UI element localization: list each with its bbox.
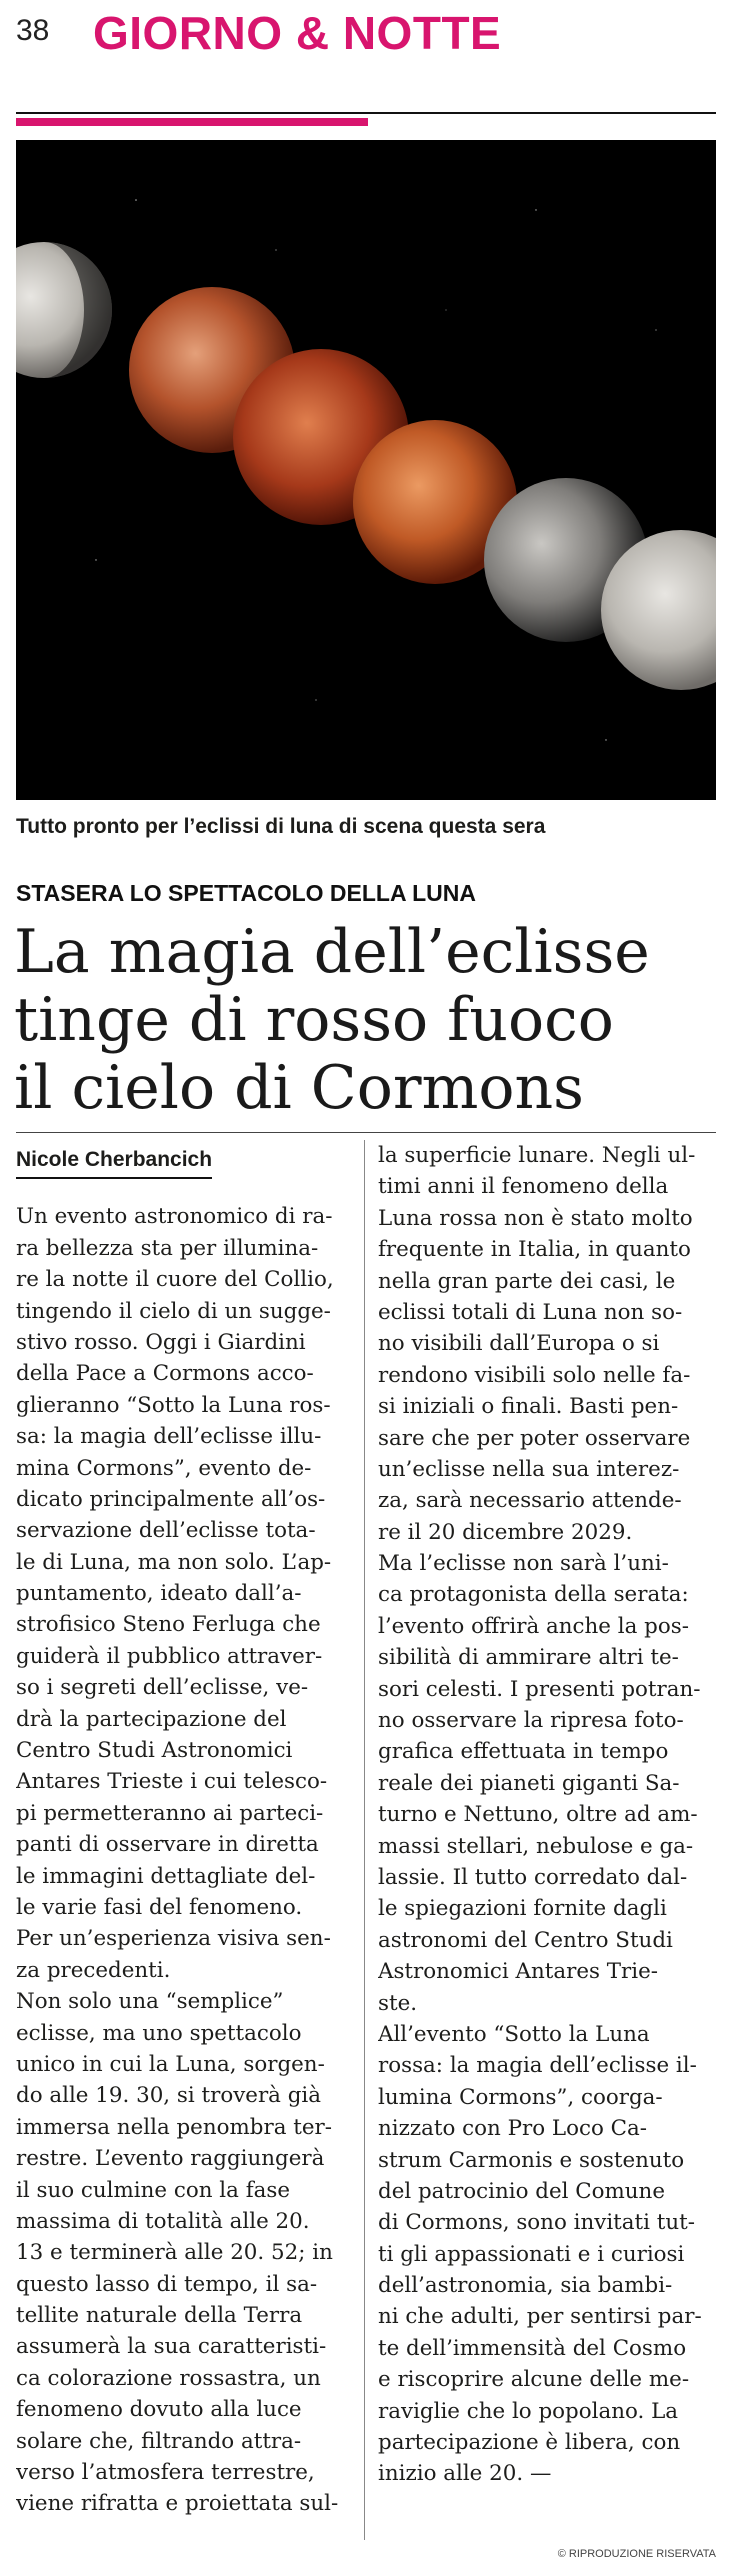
article-column-left: [16, 1140, 354, 2520]
text-line: di Cormons, sono invitati tut-: [378, 2210, 695, 2236]
text-line: puntamento, ideato dall’a-: [16, 1581, 302, 1607]
text-line: no visibili dall’Europa o si: [378, 1331, 660, 1357]
text-line: restre. L’evento raggiungerà: [16, 2146, 325, 2172]
text-line: massi stellari, nebulose e ga-: [378, 1833, 694, 1859]
text-line: ni che adulti, per sentirsi par-: [378, 2304, 702, 2330]
text-line: assumerà la sua caratteristi-: [16, 2334, 327, 2360]
text-line: drà la partecipazione del: [16, 1706, 287, 1732]
text-line: inizio alle 20. —: [378, 2461, 552, 2487]
text-line: del patrocinio del Comune: [378, 2178, 665, 2204]
section-title: GIORNO & NOTTE: [93, 7, 502, 59]
headline-line: La magia dell’eclisse: [14, 917, 650, 987]
text-line: viene rifratta e proiettata sul-: [16, 2491, 339, 2517]
text-line: tingendo il cielo di un sugge-: [16, 1298, 331, 1324]
text-line: te dell’immensità del Cosmo: [378, 2335, 687, 2361]
text-line: immersa nella penombra ter-: [16, 2114, 332, 2140]
text-line: si iniziali o finali. Basti pen-: [378, 1394, 679, 1420]
text-line: tellite naturale della Terra: [16, 2303, 303, 2329]
text-line: timi anni il fenomeno della: [378, 1174, 669, 1200]
article-byline: Nicole Cherbancich: [16, 1144, 212, 1179]
text-line: verso l’atmosfera terrestre,: [16, 2460, 315, 2486]
eclipse-sequence-image: [16, 140, 716, 800]
eclipse-photo: [16, 140, 716, 800]
text-line: strum Carmonis e sostenuto: [378, 2147, 685, 2173]
headline-line: il cielo di Cormons: [14, 1053, 584, 1123]
page-number: 38: [16, 14, 50, 47]
text-line: reale dei pianeti giganti Sa-: [378, 1770, 680, 1796]
text-line: guiderà il pubblico attraver-: [16, 1643, 323, 1669]
article-rule: [16, 1132, 716, 1133]
text-line: pi permetteranno ai parteci-: [16, 1800, 324, 1826]
text-line: solare che, filtrando attra-: [16, 2428, 302, 2454]
text-line: frequente in Italia, in quanto: [378, 1237, 691, 1263]
text-line: Non solo una “semplice”: [16, 1989, 284, 2015]
text-line: rendono visibili solo nelle fa-: [378, 1362, 691, 1388]
text-line: sa: la magia dell’eclisse illu-: [16, 1424, 322, 1450]
text-line: re il 20 dicembre 2029.: [378, 1519, 633, 1545]
text-line: lassie. Il tutto corredato dal-: [378, 1864, 688, 1890]
text-line: le spiegazioni fornite dagli: [378, 1896, 667, 1922]
text-line: sibilità di ammirare altri te-: [378, 1645, 679, 1671]
text-line: ca protagonista della serata:: [378, 1582, 689, 1608]
article-kicker: STASERA LO SPETTACOLO DELLA LUNA: [16, 880, 476, 906]
text-line: servazione dell’eclisse tota-: [16, 1518, 316, 1544]
text-line: All’evento “Sotto la Luna: [378, 2021, 650, 2047]
text-line: le varie fasi del fenomeno.: [16, 1895, 303, 1920]
article-headline: [14, 918, 724, 1122]
text-line: nizzato con Pro Loco Ca-: [378, 2116, 648, 2142]
text-line: e riscoprire alcune delle me-: [378, 2367, 690, 2393]
text-line: glieranno “Sotto la Luna ros-: [16, 1392, 331, 1418]
text-line: sori celesti. I presenti potran-: [378, 1676, 701, 1702]
page-header: [0, 0, 732, 125]
text-line: un’eclisse nella sua interez-: [378, 1456, 680, 1482]
copyright-credit: © RIPRODUZIONE RISERVATA: [557, 2548, 716, 2560]
text-line: della Pace a Cormons acco-: [16, 1361, 314, 1387]
text-line: strofisico Steno Ferluga che: [16, 1612, 321, 1638]
text-line: no osservare la ripresa foto-: [378, 1708, 684, 1734]
text-line: ti gli appassionati e i curiosi: [378, 2241, 685, 2267]
text-line: mina Cormons”, evento de-: [16, 1455, 312, 1481]
text-line: questo lasso di tempo, il sa-: [16, 2271, 318, 2297]
text-line: panti di osservare in diretta: [16, 1832, 319, 1858]
text-line: so i segreti dell’eclisse, ve-: [16, 1675, 309, 1701]
text-line: eclisse, ma uno spettacolo: [16, 2020, 302, 2046]
text-line: Astronomici Antares Trie-: [378, 1959, 658, 1985]
text-line: unico in cui la Luna, sorgen-: [16, 2051, 325, 2077]
text-line: massima di totalità alle 20.: [16, 2208, 310, 2234]
text-line: re la notte il cuore del Collio,: [16, 1267, 334, 1293]
text-line: sare che per poter osservare: [378, 1425, 691, 1451]
text-line: nella gran parte dei casi, le: [378, 1268, 676, 1294]
text-line: stivo rosso. Oggi i Giardini: [16, 1329, 306, 1355]
text-line: Centro Studi Astronomici: [16, 1738, 293, 1764]
header-rule: [16, 112, 716, 114]
text-line: Per un’esperienza visiva sen-: [16, 1926, 331, 1952]
text-line: astronomi del Centro Studi: [378, 1927, 673, 1953]
text-line: Antares Trieste i cui telesco-: [16, 1769, 328, 1795]
text-line: turno e Nettuno, oltre ad am-: [378, 1802, 698, 1828]
text-line: 13 e terminerà alle 20. 52; in: [16, 2240, 333, 2266]
text-line: ste.: [378, 1990, 418, 2016]
text-line: Ma l’eclisse non sarà l’uni-: [378, 1551, 669, 1577]
text-line: l’evento offrirà anche la pos-: [378, 1613, 689, 1639]
text-line: eclissi totali di Luna non so-: [378, 1299, 683, 1325]
text-line: dell’astronomia, sia bambi-: [378, 2273, 673, 2299]
text-line: grafica effettuata in tempo: [378, 1739, 669, 1765]
text-line: rossa: la magia dell’eclisse il-: [378, 2053, 697, 2079]
text-line: la superficie lunare. Negli ul-: [378, 1143, 696, 1168]
text-line: il suo culmine con la fase: [16, 2177, 291, 2203]
text-line: Un evento astronomico di ra-: [16, 1204, 333, 1230]
text-line: partecipazione è libera, con: [378, 2430, 681, 2456]
text-line: le di Luna, ma non solo. L’ap-: [16, 1549, 332, 1575]
headline-line: tinge di rosso fuoco: [14, 985, 614, 1055]
left-column-text: [16, 1201, 354, 2519]
article-column-right: [378, 1140, 716, 2490]
text-line: le immagini dettagliate del-: [16, 1863, 316, 1889]
text-line: dicato principalmente all’os-: [16, 1486, 326, 1512]
text-line: ca colorazione rossastra, un: [16, 2365, 321, 2391]
header-accent-bar: [16, 118, 368, 126]
text-line: za precedenti.: [16, 1957, 171, 1983]
text-line: do alle 19. 30, si troverà già: [16, 2083, 322, 2109]
right-column-text: [378, 1140, 716, 2490]
column-divider: [364, 1140, 365, 2540]
text-line: za, sarà necessario attende-: [378, 1488, 682, 1514]
text-line: ra bellezza sta per illumina-: [16, 1235, 319, 1261]
text-line: lumina Cormons”, coorga-: [378, 2084, 663, 2110]
photo-caption: Tutto pronto per l’eclissi di luna di scena questa sera: [16, 815, 546, 838]
text-line: fenomeno dovuto alla luce: [16, 2397, 302, 2423]
text-line: Luna rossa non è stato molto: [378, 1205, 693, 1231]
text-line: raviglie che lo popolano. La: [378, 2398, 679, 2424]
